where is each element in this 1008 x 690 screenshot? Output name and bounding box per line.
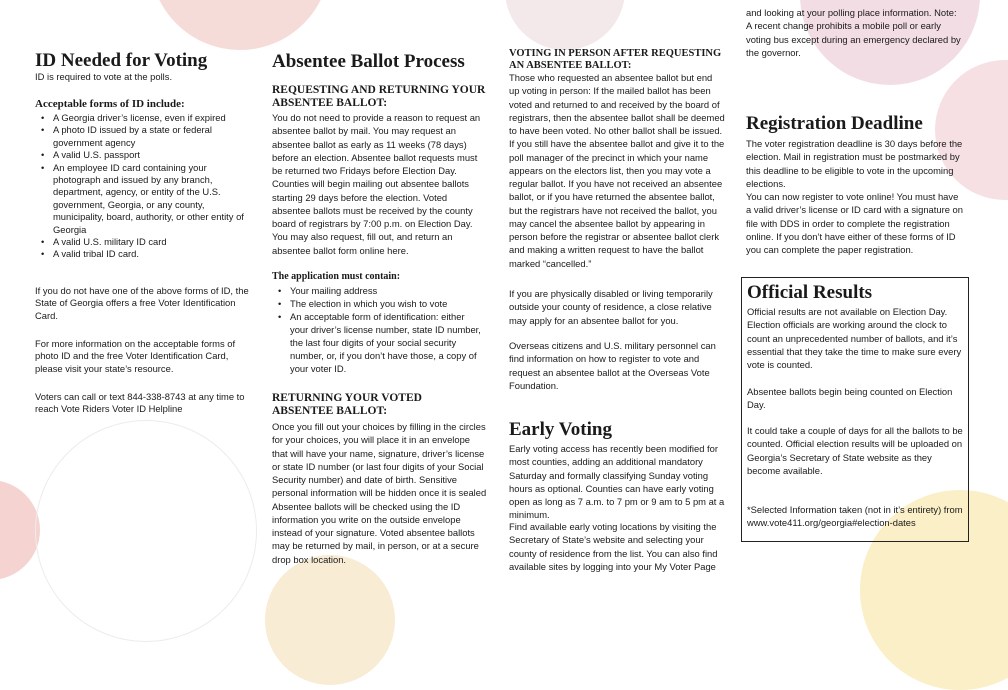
voting-in-person-paragraph: Those who requested an absentee ballot but end up voting in person: If the mailed ballot has been voted and returned to and received by the board of registrars, then the absentee ballot shall be deemed to have been voted. No other ballot shall be issued. If you still have the absentee ballot and give it to the poll manager of the precinct in which your name appears on the electors list, then you may vote a regular ballot. If you have not received an absentee ballot, or if you have returned the absentee ballot, but the registrars have not received the ballot, you may cancel the absentee ballot by appearing in person before the registrar or absentee ballot clerk and making a written request to have the ballot marked “cancelled.” [509, 72, 725, 269]
register-online-paragraph: You can now register to vote online! You must have a valid driver’s license or ID card with a signature on file with DDS in order to complete the registration online. If you don’t have either of these forms of ID you can complete the paper registration. [746, 191, 963, 255]
early-voting-locations-paragraph: Find available early voting locations by visiting the Secretary of State’s website and selecting your county of residence from the list. You can also find available sites by logging into your My Voter Page [509, 521, 718, 572]
early-voting-paragraph: Early voting access has recently been modified for most counties, adding an additional mandatory Saturday and formally classifying Sunday voting hours as optional. Counties can have early voting open as long as 7 a.m. to 7 pm or 9 am to 5 pm at a minimum. [509, 443, 725, 521]
list-item: • A valid tribal ID card. [35, 248, 247, 260]
decor-circle-top-center [505, 0, 625, 50]
results-timing-paragraph: It could take a couple of days for all the ballots to be counted. Official election results will be uploaded on Georgia’s Secretary of State website as they become available. [747, 425, 963, 476]
official-results-box [741, 277, 969, 542]
list-item: • An employee ID card containing your photograph and issued by any branch, department, agency, or entity of the U.S. government, Georgia, or any county, municipality, board, authority, or other entity of Georgia [35, 162, 247, 236]
early-voting-title: Early Voting [509, 419, 612, 440]
decor-circle-left-lower [35, 420, 257, 642]
application-list [272, 284, 484, 375]
list-item: • The election in which you wish to vote [272, 297, 484, 310]
registration-deadline-paragraph: The voter registration deadline is 30 days before the election. Mail in registration must be postmarked by this deadline to be eligible to vote in the upcoming elections. [746, 138, 963, 189]
requesting-paragraph: You do not need to provide a reason to request an absentee ballot by mail. You may request an absentee ballot as early as 11 weeks (78 days) before an election. Absentee ballot requests must be returned two Fridays before Election Day. Counties will begin mailing out absentee ballots starting 29 days before the election. Voted absentee ballots must be received by the county board of registrars by 7:00 p.m. on Election Day. You may also request, fill out, and return an absentee ballot form online here. [272, 112, 481, 256]
absentee-counted-paragraph: Absentee ballots begin being counted on Election Day. [747, 386, 953, 411]
official-results-title: Official Results [747, 282, 873, 303]
absentee-title: Absentee Ballot Process [272, 51, 465, 72]
decor-circle-left-bottom [0, 480, 40, 580]
list-item: • An acceptable form of identification: either your driver’s license number, state ID number, the last four digits of your social security number, or, if you don’t have those, a copy of your voter ID. [272, 310, 484, 375]
list-item: • A photo ID issued by a state or federal government agency [35, 124, 247, 149]
list-item: • Your mailing address [272, 284, 484, 297]
list-item: • A Georgia driver’s license, even if expired [35, 112, 247, 124]
overseas-paragraph: Overseas citizens and U.S. military personnel can find information on how to register to vote and request an absentee ballot at the Overseas Vote Foundation. [509, 340, 716, 391]
list-item: • A valid U.S. passport [35, 149, 247, 161]
list-item: • A valid U.S. military ID card [35, 236, 247, 248]
source-note-paragraph: *Selected Information taken (not in it’s entirety) from www.vote411.org/georgia#election-dates [747, 504, 963, 529]
requesting-heading: REQUESTING AND RETURNING YOUR ABSENTEE BALLOT: [272, 84, 486, 109]
registration-deadline-title: Registration Deadline [746, 113, 923, 134]
id-needed-title: ID Needed for Voting [35, 50, 208, 71]
returning-heading: RETURNING YOUR VOTED ABSENTEE BALLOT: [272, 392, 422, 417]
free-id-paragraph: If you do not have one of the above forms of ID, the State of Georgia offers a free Voter Identification Card. [35, 285, 249, 321]
application-heading: The application must contain: [272, 271, 401, 282]
decor-circle-top-left [150, 0, 330, 50]
decor-circle-bottom-center [265, 555, 395, 685]
disabled-paragraph: If you are physically disabled or living temporarily outside your county of residence, a close relative may apply for an absentee ballot for you. [509, 288, 713, 326]
returning-paragraph: Once you fill out your choices by filling in the circles for your choices, you will place it in an envelope that will have your name, signature, driver’s license or state ID number (or last four digits of your Social Security number) and date of birth. Sensitive personal information will be hidden once it is sealed Absentee ballots will be checked using the ID information you write on the outside envelope instead of your signature. Voted absentee ballots may be returned by mail, in person, or at a secure drop box location. [272, 421, 487, 565]
official-results-paragraph: Official results are not available on Election Day. Election officials are working around the clock to count an unprecedented number of ballots, and it’s essential that they take the time to make sure every vote is counted. [747, 306, 962, 370]
acceptable-forms-heading: Acceptable forms of ID include: [35, 98, 185, 110]
more-info-paragraph: For more information on the acceptable forms of photo ID and the free Voter Identification Card, please visit your state’s resource. [35, 338, 236, 374]
helpline-paragraph: Voters can call or text 844-338-8743 at any time to reach Vote Riders Voter ID Helpline [35, 391, 245, 415]
acceptable-forms-list [35, 112, 247, 261]
id-needed-subtitle: ID is required to vote at the polls. [35, 71, 173, 82]
polling-place-paragraph: and looking at your polling place information. Note: A recent change prohibits a mobile poll or early voting bus except during an emergency declared by the governor. [746, 7, 961, 58]
voting-in-person-heading: VOTING IN PERSON AFTER REQUESTING AN ABSENTEE BALLOT: [509, 48, 722, 71]
